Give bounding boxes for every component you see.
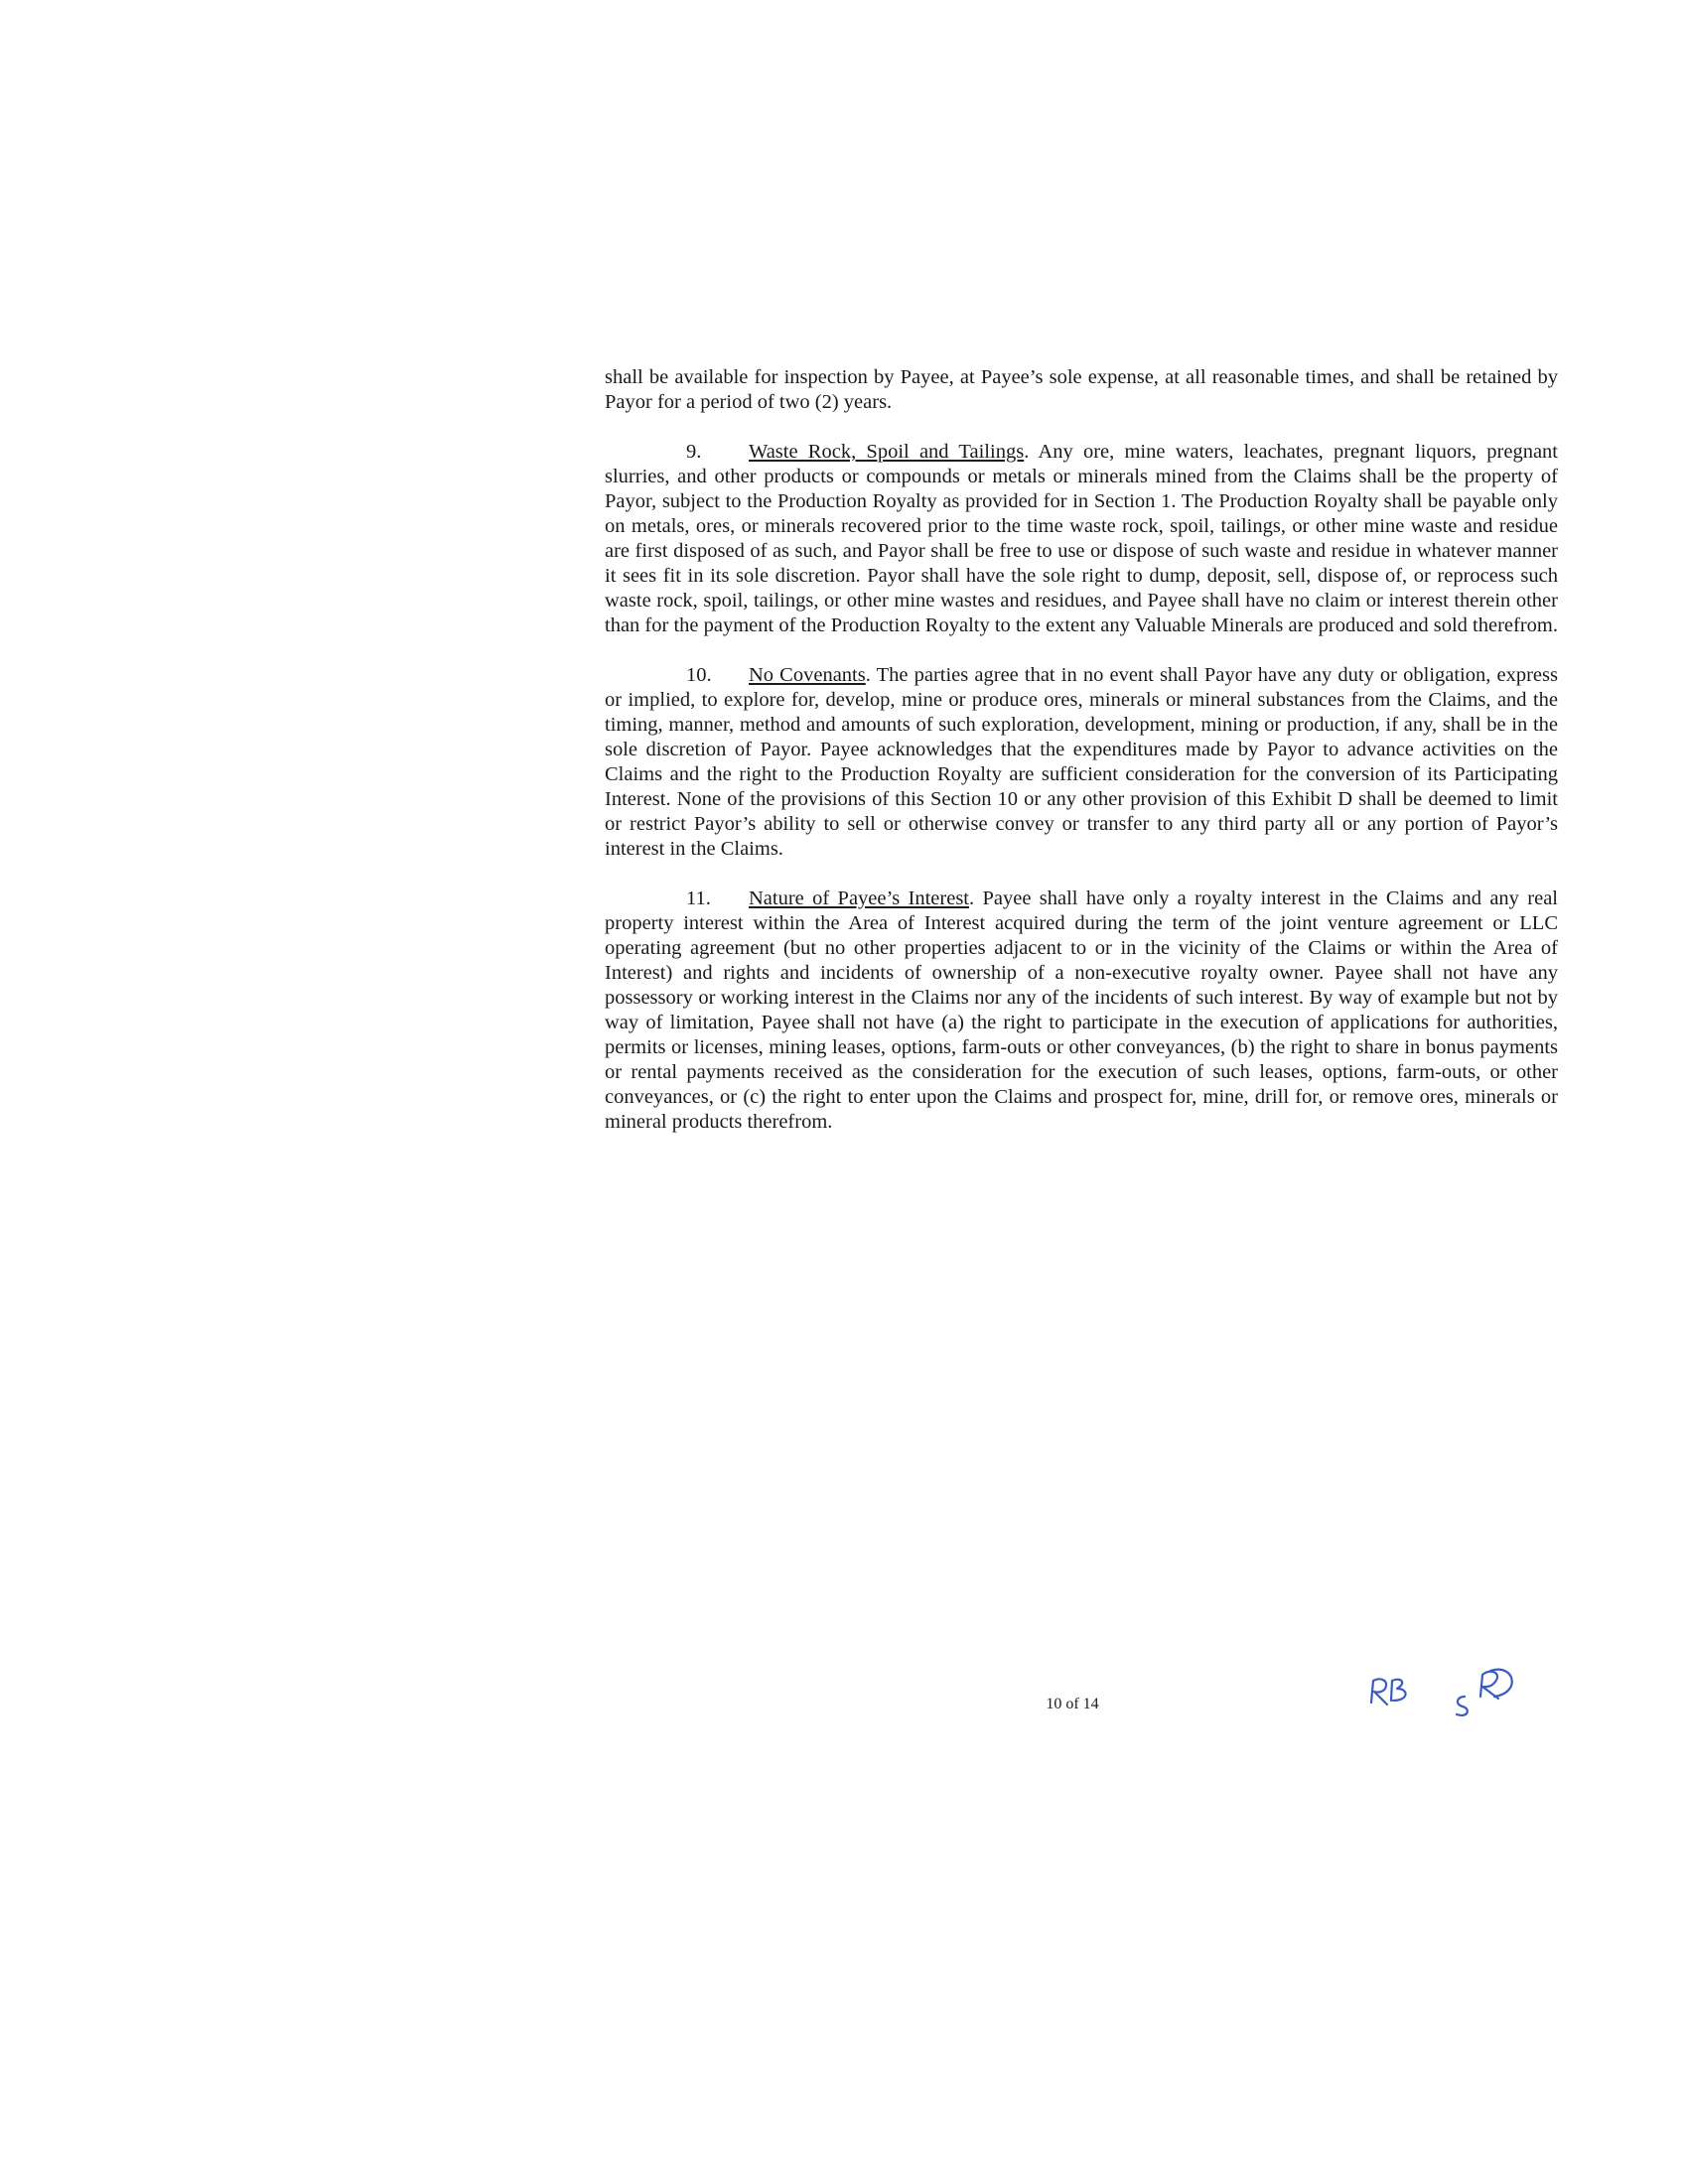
section-11-body: . Payee shall have only a royalty interest in the Claims and any real property interest within the Area of Interest acquired during the term of the joint venture agreement or LLC operating agreement (but no other properties adjacent to or in the vicinity of the Claims or within the Area of Interest) and rights and incidents of ownership of a non-executive royalty owner. Payee shall not have any possessory or working interest in the Claims nor any of the incidents of such interest. By way of example but not by way of limitation, Payee shall not have (a) the right to participate in the execution of applications for authorities, permits or licenses, mining leases, options, farm-outs or other conveyances, (b) the right to share in bonus payments or rental payments received as the consideration for the execution of such leases, options, farm-outs, or other conveyances, or (c) the right to enter upon the Claims and prospect for, mine, drill for, or remove ores, minerals or mineral products therefrom.	[605, 887, 1558, 1133]
section-10-heading: No Covenants	[749, 664, 866, 686]
section-11-number: 11.	[686, 887, 711, 909]
document-body	[605, 365, 1558, 1160]
section-11-heading: Nature of Payee’s Interest	[749, 887, 969, 909]
continuation-paragraph: shall be available for inspection by Payee, at Payee’s sole expense, at all reasonable times, and shall be retained by Payor for a period of two (2) years.	[605, 366, 1558, 413]
section-9-body: . Any ore, mine waters, leachates, pregnant liquors, pregnant slurries, and other products or compounds or metals or minerals mined from the Claims shall be the property of Payor, subject to the Production Royalty as provided for in Section 1. The Production Royalty shall be payable only on metals, ores, or minerals recovered prior to the time waste rock, spoil, tailings, or other mine waste and residue are first disposed of as such, and Payor shall be free to use or dispose of such waste and residue in whatever manner it sees fit in its sole discretion. Payor shall have the sole right to dump, deposit, sell, dispose of, or reprocess such waste rock, spoil, tailings, or other mine wastes and residues, and Payee shall have no claim or interest therein other than for the payment of the Production Royalty to the extent any Valuable Minerals are produced and sold therefrom.	[605, 441, 1558, 636]
section-9-heading: Waste Rock, Spoil and Tailings	[749, 441, 1025, 463]
section-10-paragraph	[605, 663, 1558, 862]
section-10-number: 10.	[686, 664, 712, 686]
section-9-number: 9.	[686, 441, 702, 463]
section-10-body: . The parties agree that in no event shall Payor have any duty or obligation, express or implied, to explore for, develop, mine or produce ores, minerals or mineral substances from the Claims, and the timing, manner, method and amounts of such exploration, development, mining or production, if any, shall be in the sole discretion of Payor. Payee acknowledges that the expenditures made by Payor to advance activities on the Claims and the right to the Production Royalty are sufficient consideration for the conversion of its Participating Interest. None of the provisions of this Section 10 or any other provision of this Exhibit D shall be deemed to limit or restrict Payor’s ability to sell or otherwise convey or transfer to any third party all or any portion of Payor’s interest in the Claims.	[605, 664, 1558, 860]
page-number: 10 of 14	[1046, 1696, 1099, 1712]
section-9-paragraph	[605, 440, 1558, 638]
section-11-paragraph	[605, 887, 1558, 1135]
handwritten-initials	[1365, 1653, 1544, 1732]
